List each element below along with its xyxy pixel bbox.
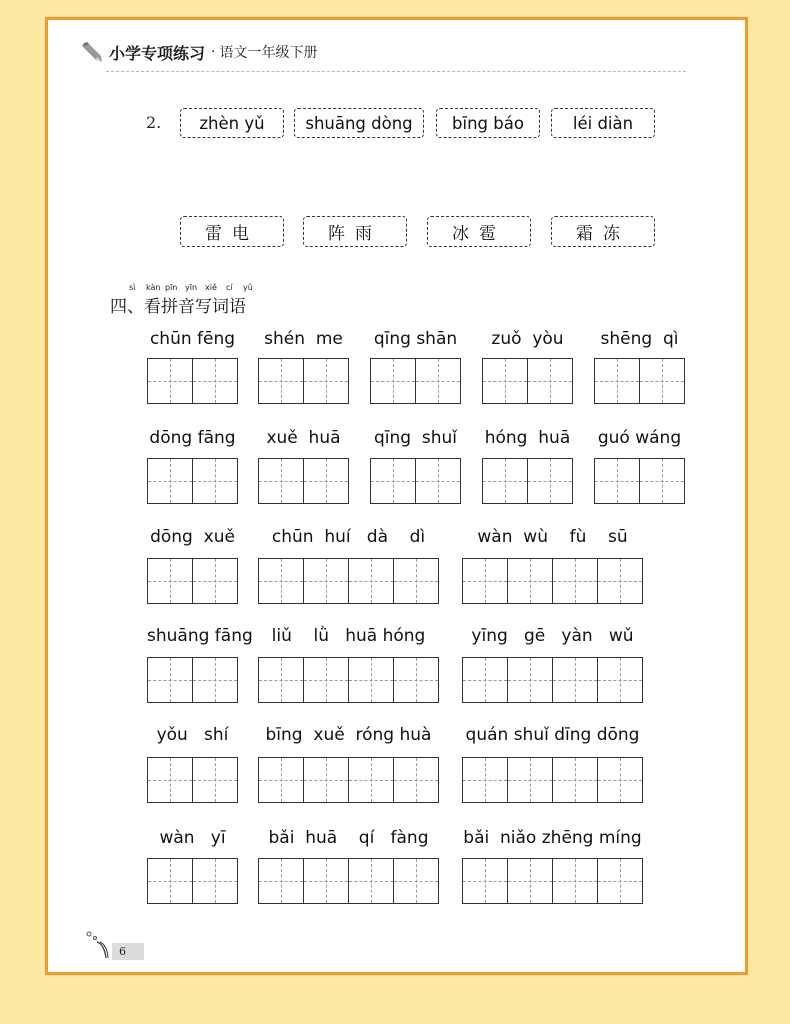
writing-grid: [370, 358, 461, 404]
pinyin-prompt: shén me: [264, 329, 343, 349]
pinyin-prompt: qīng shuǐ: [373, 428, 458, 448]
ruby-pinyin: pīn: [165, 283, 178, 292]
tianzige-cell[interactable]: [370, 458, 416, 504]
tianzige-cell[interactable]: [507, 858, 553, 904]
tianzige-cell[interactable]: [303, 757, 349, 803]
ruby-pinyin: kàn: [146, 283, 161, 292]
tianzige-cell[interactable]: [393, 657, 439, 703]
tianzige-cell[interactable]: [192, 558, 238, 604]
writing-grid: [594, 358, 685, 404]
pinyin-prompt: wàn wù fù sū: [477, 527, 628, 547]
hanzi-box: 霜冻: [551, 216, 655, 247]
tianzige-cell[interactable]: [147, 657, 193, 703]
writing-grid: [147, 657, 238, 703]
writing-grid: [594, 458, 685, 504]
tianzige-cell[interactable]: [370, 358, 416, 404]
pinyin-prompt: shuāng fāng: [147, 626, 253, 646]
tianzige-cell[interactable]: [462, 858, 508, 904]
pinyin-prompt: xuě huā: [266, 428, 341, 448]
header: [80, 40, 317, 64]
pinyin-prompt: bīng xuě róng huà: [265, 725, 432, 745]
pinyin-prompt: yǒu shí: [156, 725, 229, 745]
pinyin-prompt: chūn fēng: [149, 329, 236, 349]
pinyin-prompt: chūn huí dà dì: [271, 527, 426, 547]
tianzige-cell[interactable]: [348, 858, 394, 904]
tianzige-cell[interactable]: [147, 458, 193, 504]
swirl-icon: [86, 930, 112, 960]
tianzige-cell[interactable]: [192, 458, 238, 504]
writing-grid: [147, 458, 238, 504]
pinyin-prompt: quán shuǐ dīng dōng: [465, 725, 640, 745]
tianzige-cell[interactable]: [393, 858, 439, 904]
writing-grid: [482, 458, 573, 504]
tianzige-cell[interactable]: [597, 657, 643, 703]
writing-grid: [482, 358, 573, 404]
tianzige-cell[interactable]: [552, 657, 598, 703]
section-title: 四、看拼音写词语: [110, 297, 246, 317]
header-divider: [106, 71, 686, 72]
writing-grid: [258, 458, 349, 504]
tianzige-cell[interactable]: [507, 558, 553, 604]
tianzige-cell[interactable]: [258, 657, 304, 703]
writing-grid: [258, 757, 439, 803]
tianzige-cell[interactable]: [415, 458, 461, 504]
tianzige-cell[interactable]: [147, 358, 193, 404]
writing-grid: [462, 657, 643, 703]
pinyin-prompt: bǎi niǎo zhēng míng: [463, 828, 642, 848]
writing-grid: [147, 757, 238, 803]
tianzige-cell[interactable]: [258, 558, 304, 604]
ruby-pinyin: yīn: [185, 283, 198, 292]
tianzige-cell[interactable]: [527, 358, 573, 404]
ruby-pinyin: xiě: [205, 283, 217, 292]
tianzige-cell[interactable]: [415, 358, 461, 404]
tianzige-cell[interactable]: [258, 358, 304, 404]
tianzige-cell[interactable]: [348, 757, 394, 803]
pinyin-box: zhèn yǔ: [180, 108, 284, 138]
tianzige-cell[interactable]: [552, 558, 598, 604]
tianzige-cell[interactable]: [639, 458, 685, 504]
writing-grid: [147, 858, 238, 904]
pinyin-prompt: hóng huā: [484, 428, 571, 448]
pinyin-prompt: bǎi huā qí fàng: [268, 828, 429, 848]
pinyin-prompt: liǔ lǜ huā hóng: [271, 626, 426, 646]
header-title: 小学专项练习: [109, 43, 206, 63]
writing-grid: [147, 358, 238, 404]
tianzige-cell[interactable]: [258, 757, 304, 803]
writing-grid: [258, 858, 439, 904]
question-number: 2.: [146, 113, 162, 132]
pinyin-prompt: qīng shān: [373, 329, 458, 349]
pinyin-prompt: yīng gē yàn wǔ: [471, 626, 634, 646]
tianzige-cell[interactable]: [147, 757, 193, 803]
tianzige-cell[interactable]: [192, 657, 238, 703]
hanzi-box: 雷电: [180, 216, 284, 247]
tianzige-cell[interactable]: [462, 757, 508, 803]
tianzige-cell[interactable]: [303, 558, 349, 604]
tianzige-cell[interactable]: [507, 757, 553, 803]
pinyin-prompt: dōng fāng: [149, 428, 236, 448]
tianzige-cell[interactable]: [303, 657, 349, 703]
writing-grid: [462, 757, 643, 803]
tianzige-cell[interactable]: [258, 458, 304, 504]
tianzige-cell[interactable]: [192, 858, 238, 904]
ruby-pinyin: yǔ: [243, 283, 253, 292]
ruby-pinyin: sì: [129, 283, 136, 292]
pinyin-box: shuāng dòng: [294, 108, 424, 138]
header-dot: ·: [211, 44, 216, 60]
tianzige-cell[interactable]: [594, 358, 640, 404]
writing-grid: [462, 558, 643, 604]
writing-grid: [462, 858, 643, 904]
tianzige-cell[interactable]: [258, 858, 304, 904]
writing-grid: [258, 358, 349, 404]
pinyin-box: léi diàn: [551, 108, 655, 138]
writing-grid: [258, 558, 439, 604]
writing-grid: [370, 458, 461, 504]
pinyin-prompt: dōng xuě: [150, 527, 235, 547]
tianzige-cell[interactable]: [552, 757, 598, 803]
writing-grid: [147, 558, 238, 604]
tianzige-cell[interactable]: [303, 858, 349, 904]
pinyin-prompt: zuǒ yòu: [491, 329, 564, 349]
ruby-pinyin: cí: [226, 283, 233, 292]
tianzige-cell[interactable]: [348, 558, 394, 604]
tianzige-cell[interactable]: [348, 657, 394, 703]
tianzige-cell[interactable]: [393, 757, 439, 803]
tianzige-cell[interactable]: [552, 858, 598, 904]
header-subtitle: 语文一年级下册: [219, 45, 318, 61]
hanzi-box: 阵雨: [303, 216, 407, 247]
tianzige-cell[interactable]: [597, 757, 643, 803]
tianzige-cell[interactable]: [303, 458, 349, 504]
pinyin-box: bīng báo: [436, 108, 540, 138]
tianzige-cell[interactable]: [597, 558, 643, 604]
tianzige-cell[interactable]: [594, 458, 640, 504]
tianzige-cell[interactable]: [192, 757, 238, 803]
pencil-icon: [80, 40, 104, 64]
hanzi-box: 冰雹: [427, 216, 531, 247]
tianzige-cell[interactable]: [462, 657, 508, 703]
tianzige-cell[interactable]: [147, 858, 193, 904]
tianzige-cell[interactable]: [462, 558, 508, 604]
pinyin-prompt: wàn yī: [159, 828, 226, 848]
pinyin-prompt: guó wáng: [597, 428, 682, 448]
page-number: 6: [112, 943, 144, 960]
tianzige-cell[interactable]: [147, 558, 193, 604]
tianzige-cell[interactable]: [482, 358, 528, 404]
pinyin-prompt: shēng qì: [600, 329, 679, 349]
tianzige-cell[interactable]: [597, 858, 643, 904]
tianzige-cell[interactable]: [639, 358, 685, 404]
writing-grid: [258, 657, 439, 703]
tianzige-cell[interactable]: [393, 558, 439, 604]
tianzige-cell[interactable]: [482, 458, 528, 504]
tianzige-cell[interactable]: [527, 458, 573, 504]
tianzige-cell[interactable]: [303, 358, 349, 404]
tianzige-cell[interactable]: [192, 358, 238, 404]
tianzige-cell[interactable]: [507, 657, 553, 703]
